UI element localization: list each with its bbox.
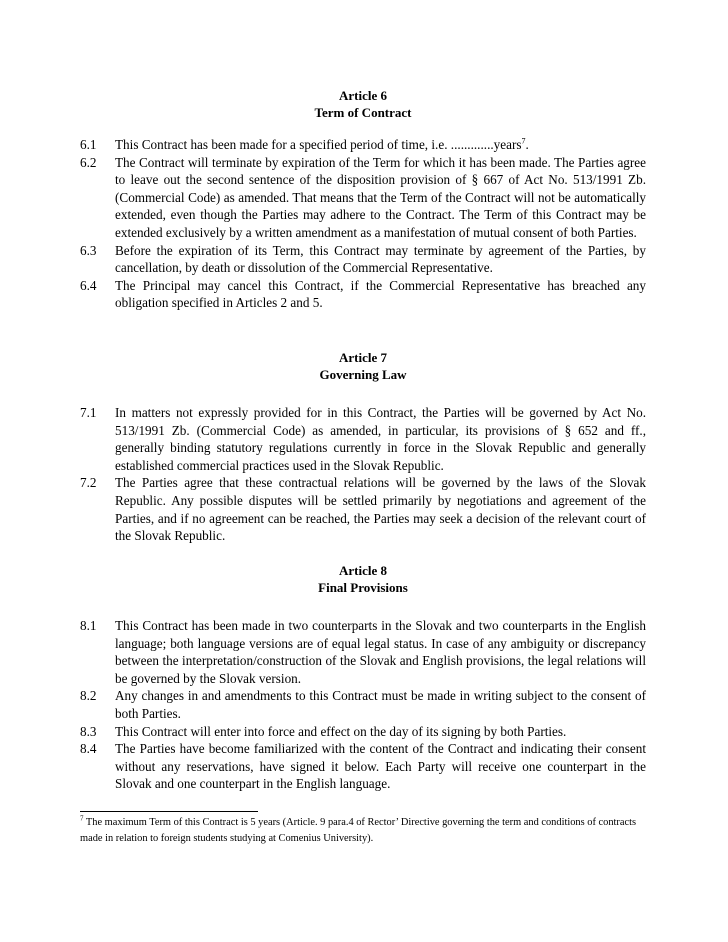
- clause-number: 6.2: [80, 154, 97, 170]
- clause-number: 8.4: [80, 741, 97, 757]
- clause-number: 7.2: [80, 475, 97, 491]
- clause-text: Before the expiration of its Term, this Contract may terminate by agreement of the Parties, by cancellation, by death or dissolution of the Commercial Representative.: [115, 242, 646, 276]
- article-heading: [80, 562, 646, 596]
- footnote: [80, 815, 646, 846]
- clause-8-3: [80, 723, 646, 741]
- clause-text: The Parties agree that these contractual relations will be governed by the laws of the Slovak Republic. Any possible disputes will be settled primarily by negotiations and agreement of the Parties, and if no agreement can be reached, the Parties may seek a decision of the relevant court of the Slovak Republic.: [115, 475, 646, 544]
- clause-6-2: [80, 154, 646, 242]
- clause-text-end: .: [525, 137, 529, 152]
- footnote-separator: [80, 811, 258, 812]
- clause-text: The Contract will terminate by expiration of the Term for which it has been made. The Parties agree to leave out the second sentence of the disposition provision of § 667 of Act No. 513/1991 Zb. (Commercial Code) as amended. That means that the Term of the Contract will not be automatically extended, even though the Parties may adhere to the Contract. The Term of this Contract may be extended exclusively by a written amendment as a manifestation of mutual consent of both Parties.: [115, 154, 646, 240]
- clause-list: [80, 617, 646, 793]
- clause-text: The Parties have become familiarized with the content of the Contract and indicating their consent without any reservations, have signed it below. Each Party will receive one counterpart in the Slovak and one counterpart in the English language.: [115, 741, 646, 792]
- article-number: Article 8: [338, 563, 387, 578]
- clause-number: 6.4: [80, 277, 97, 293]
- clause-text: In matters not expressly provided for in this Contract, the Parties will be governed by Act No. 513/1991 Zb. (Commercial Code) as amended, in particular, its provisions of § 652 and ff., generally binding statutory regulations currently in force in the Slovak Republic and generally established commercial practices used in the Slovak Republic.: [115, 405, 646, 473]
- article-6: [80, 87, 646, 312]
- clause-number: 7.1: [80, 405, 97, 420]
- article-7: [80, 349, 646, 545]
- article-number: Article 7: [338, 350, 387, 365]
- article-title: Governing Law: [319, 367, 407, 382]
- article-8: [80, 562, 646, 793]
- clause-text-body: This Contract has been made for a specified period of time, i.e. .............years: [115, 137, 522, 152]
- clause-list: [80, 136, 646, 312]
- article-heading: [80, 349, 646, 383]
- article-title: Term of Contract: [314, 105, 412, 120]
- clause-list: [80, 404, 646, 545]
- clause-6-1: [80, 136, 646, 154]
- clause-text: Any changes in and amendments to this Contract must be made in writing subject to the consent of both Parties.: [115, 688, 646, 721]
- clause-text: The Principal may cancel this Contract, if the Commercial Representative has breached any obligation specified in Articles 2 and 5.: [115, 277, 646, 311]
- clause-6-4: [80, 277, 646, 312]
- clause-text: [115, 136, 646, 154]
- clause-number: 6.3: [80, 242, 97, 258]
- clause-8-4: [80, 740, 646, 793]
- footnote-text: The maximum Term of this Contract is 5 years (Article. 9 para.4 of Rector’ Directive governing the term and conditions of contracts made in relation to foreign students studying at Comenius University).: [80, 817, 637, 844]
- footnote-mark: 7: [80, 814, 84, 823]
- clause-8-1: [80, 617, 646, 687]
- footnote-reference: 7: [521, 136, 526, 146]
- clause-text: This Contract has been made in two counterparts in the Slovak and two counterparts in the English language; both language versions are of equal legal status. In case of any ambiguity or discrepancy between the interpretation/construction of the Slovak and English provisions, the legal relations will be governed by the Slovak version.: [115, 618, 646, 686]
- article-heading: [80, 87, 646, 121]
- clause-8-2: [80, 687, 646, 722]
- clause-text: This Contract will enter into force and effect on the day of its signing by both Parties.: [115, 723, 567, 739]
- article-number: Article 6: [338, 88, 387, 103]
- article-title: Final Provisions: [318, 580, 408, 595]
- clause-number: 8.1: [80, 618, 97, 633]
- clause-number: 8.3: [80, 723, 97, 739]
- clause-7-1: [80, 404, 646, 474]
- clause-number: 6.1: [80, 137, 97, 152]
- clause-number: 8.2: [80, 688, 97, 704]
- clause-6-3: [80, 242, 646, 277]
- clause-7-2: [80, 474, 646, 544]
